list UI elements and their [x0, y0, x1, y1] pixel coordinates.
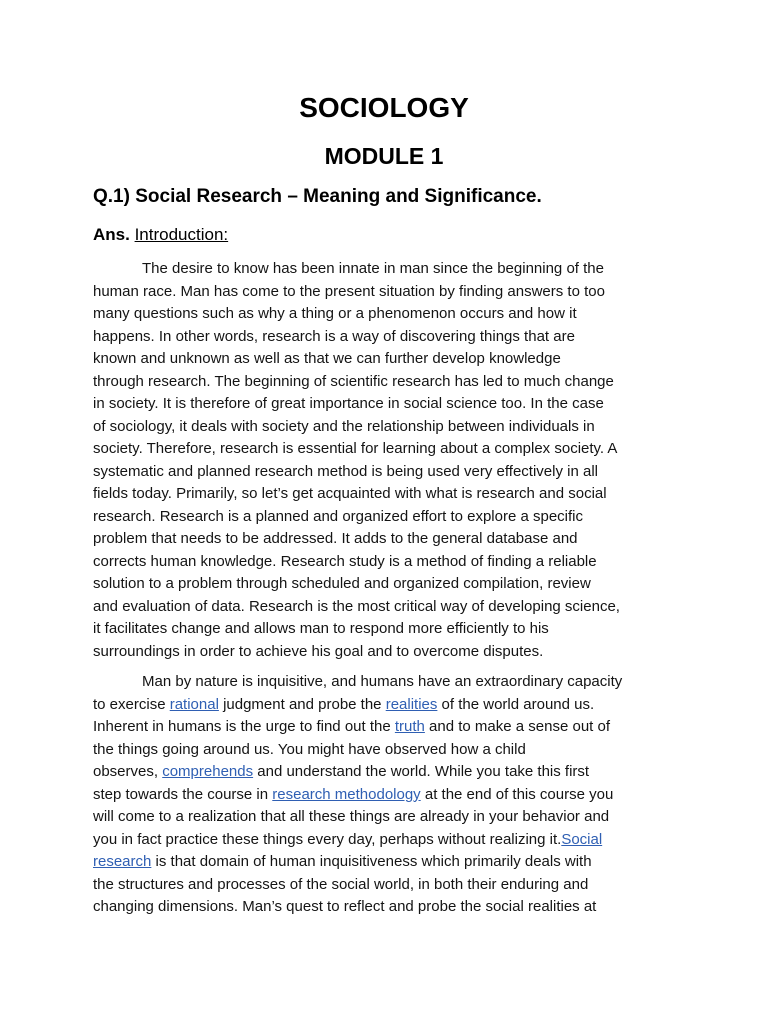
text-run: and to make a sense out of: [424, 718, 611, 735]
text-run: Inherent in humans is the urge to find out the: [93, 718, 395, 735]
paragraph-line: systematic and planned research method is being used very effectively in all: [93, 462, 598, 480]
paragraph-line: [93, 851, 693, 874]
link-comprehends[interactable]: comprehends: [162, 763, 254, 780]
paragraph-line: fields today. Primarily, so let’s get acquainted with what is research and social: [93, 485, 607, 502]
text-run: step towards the course in: [93, 785, 273, 803]
question-heading: Q.1) Social Research – Meaning and Significance.: [93, 186, 542, 207]
paragraph-line: happens. In other words, research is a way of discovering things that are: [93, 327, 575, 345]
link-research-methodology[interactable]: research methodology: [272, 785, 421, 803]
paragraph-line: solution to a problem through scheduled and organized compilation, review: [93, 575, 591, 592]
paragraph-line: The desire to know has been innate in man since the beginning of the: [142, 260, 604, 277]
paragraph-line: human race. Man has come to the present situation by finding answers to too: [93, 282, 605, 300]
paragraph-line: many questions such as why a thing or a phenomenon occurs and how it: [93, 305, 577, 322]
text-run: to exercise: [93, 695, 170, 713]
link-rational[interactable]: rational: [169, 695, 219, 713]
paragraph-line: [93, 829, 693, 852]
answer-heading: [93, 222, 228, 248]
paragraph-line: [93, 784, 693, 807]
paragraph-line: it facilitates change and allows man to respond more efficiently to his: [93, 620, 549, 637]
paragraph-line: of sociology, it deals with society and the relationship between individuals in: [93, 417, 595, 435]
paragraph-line: in society. It is therefore of great importance in social science too. In the case: [93, 395, 604, 412]
paragraph-line: the structures and processes of the social world, in both their enduring and: [93, 875, 589, 893]
paragraph-line: surroundings in order to achieve his goal and to overcome disputes.: [93, 642, 544, 660]
text-run: is that domain of human inquisitiveness which primarily deals with: [151, 853, 592, 870]
paragraph-social-research: [93, 671, 693, 919]
paragraph-line: known and unknown as well as that we can further develop knowledge: [93, 350, 561, 367]
paragraph-line: [93, 716, 693, 739]
text-run: and understand the world. While you take this first: [253, 763, 590, 780]
paragraph-line: changing dimensions. Man’s quest to reflect and probe the social realities at: [93, 898, 597, 915]
paragraph-line: and evaluation of data. Research is the most critical way of developing science,: [93, 597, 620, 615]
module-heading: MODULE 1: [324, 143, 444, 169]
answer-label: Ans.: [93, 225, 130, 244]
paragraph-line: the things going around us. You might have observed how a child: [93, 740, 526, 758]
paragraph-line: [93, 694, 693, 717]
paragraph-line: society. Therefore, research is essential for learning about a complex society. A: [93, 440, 618, 457]
link-social-research-cont[interactable]: research: [93, 853, 152, 870]
text-run: of the world around us.: [437, 695, 595, 713]
paragraph-introduction: [93, 258, 693, 663]
paragraph-line: through research. The beginning of scientific research has led to much change: [93, 372, 614, 390]
paragraph-line: problem that needs to be addressed. It adds to the general database and: [93, 530, 578, 547]
link-social-research[interactable]: Social: [561, 830, 603, 848]
paragraph-line: research. Research is a planned and organized effort to explore a specific: [93, 507, 584, 525]
document-title: SOCIOLOGY: [299, 92, 469, 123]
text-run: you in fact practice these things every day, perhaps without realizing it.: [93, 830, 562, 848]
text-run: at the end of this course you: [420, 785, 614, 803]
link-realities[interactable]: realities: [385, 695, 438, 713]
paragraph-line: corrects human knowledge. Research study is a method of finding a reliable: [93, 552, 597, 570]
text-run: observes,: [93, 763, 163, 780]
introduction-heading: Introduction:: [134, 225, 229, 244]
paragraph-line: [93, 761, 693, 784]
text-run: judgment and probe the: [218, 695, 386, 713]
paragraph-line: will come to a realization that all these things are already in your behavior and: [93, 808, 610, 825]
paragraph-line: Man by nature is inquisitive, and humans have an extraordinary capacity: [142, 673, 623, 690]
link-truth[interactable]: truth: [394, 718, 425, 735]
